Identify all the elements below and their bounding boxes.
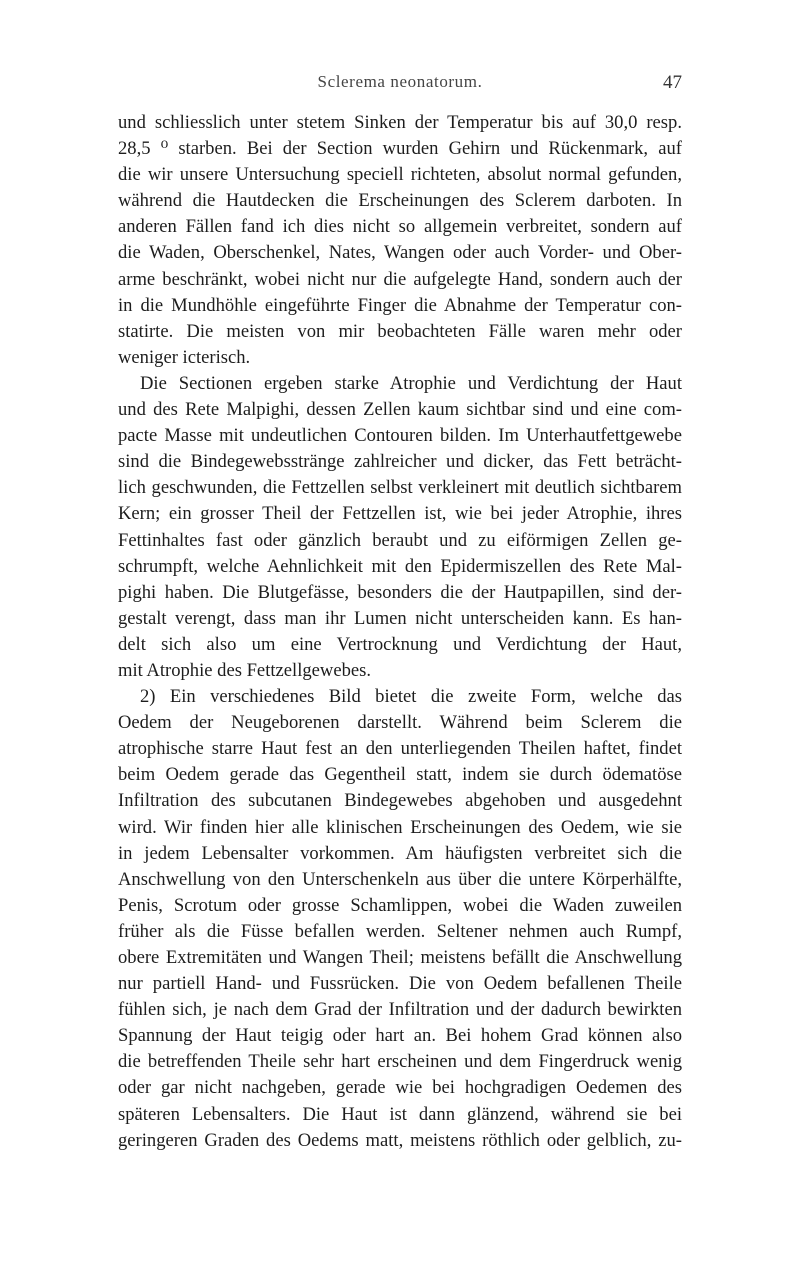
text-line: 28,5 ⁰ starben. Bei der Section wurden Gehirn und Rückenmark, auf <box>118 138 682 160</box>
text-line: und des Rete Malpighi, dessen Zellen kaum sichtbar sind und eine com- <box>118 399 682 421</box>
text-line: wird. Wir finden hier alle klinischen Erscheinungen des Oedem, wie sie <box>118 816 682 838</box>
text-line: früher als die Füsse befallen werden. Seltener nehmen auch Rumpf, <box>118 920 682 942</box>
text-line: und schliesslich unter stetem Sinken der Temperatur bis auf 30,0 resp. <box>118 112 682 133</box>
text-line: fühlen sich, je nach dem Grad der Infiltration und der dadurch bewirkten <box>118 999 682 1021</box>
text-line: geringeren Graden des Oedems matt, meistens röthlich oder gelblich, zu- <box>118 1129 682 1151</box>
text-line: nur partiell Hand- und Fussrücken. Die von Oedem befallenen Theile <box>118 973 682 995</box>
text-line: späteren Lebensalters. Die Haut ist dann glänzend, während sie bei <box>118 1103 682 1125</box>
text-line: beim Oedem gerade das Gegentheil statt, indem sie durch ödematöse <box>118 764 682 786</box>
text-line: pacte Masse mit undeutlichen Contouren bilden. Im Unterhautfettgewebe <box>118 425 682 447</box>
text-line: Penis, Scrotum oder grosse Schamlippen, wobei die Waden zuweilen <box>118 894 682 916</box>
text-line: gestalt verengt, dass man ihr Lumen nicht unterscheiden kann. Es han- <box>118 607 682 629</box>
text-line: obere Extremitäten und Wangen Theil; meistens befällt die Anschwellung <box>118 947 682 968</box>
text-line: pighi haben. Die Blutgefässe, besonders die der Hautpapillen, sind der- <box>118 581 682 603</box>
text-line: weniger icterisch. <box>118 346 251 368</box>
page-number: 47 <box>663 72 682 93</box>
text-line: die wir unsere Untersuchung speciell richteten, absolut normal gefunden, <box>118 164 682 186</box>
text-line: statirte. Die meisten von mir beobachteten Fälle waren mehr oder <box>118 320 682 342</box>
text-line: Die Sectionen ergeben starke Atrophie und Verdichtung der Haut <box>140 372 682 394</box>
text-line: Kern; ein grosser Theil der Fettzellen ist, wie bei jeder Atrophie, ihres <box>118 503 682 525</box>
text-line: sind die Bindegewebsstränge zahlreicher und dicker, das Fett beträcht- <box>118 451 682 473</box>
text-line: während die Hautdecken die Erscheinungen des Sclerem darboten. In <box>118 190 682 212</box>
text-line: Oedem der Neugeborenen darstellt. Während beim Sclerem die <box>118 712 682 734</box>
text-line: delt sich also um eine Vertrocknung und Verdichtung der Haut, <box>118 633 682 655</box>
body-text <box>118 110 682 1154</box>
text-line: Infiltration des subcutanen Bindegewebes abgehoben und ausgedehnt <box>118 790 682 812</box>
text-line: atrophische starre Haut fest an den unterliegenden Theilen haftet, findet <box>118 738 682 760</box>
text-line: die betreffenden Theile sehr hart erscheinen und dem Fingerdruck wenig <box>118 1051 682 1073</box>
text-line: lich geschwunden, die Fettzellen selbst verkleinert mit deutlich sichtbarem <box>118 477 682 499</box>
text-line: anderen Fällen fand ich dies nicht so allgemein verbreitet, sondern auf <box>118 216 682 238</box>
text-line: in jedem Lebensalter vorkommen. Am häufigsten verbreitet sich die <box>118 842 682 864</box>
text-line: arme beschränkt, wobei nicht nur die aufgelegte Hand, sondern auch der <box>118 268 682 290</box>
text-line: 2) Ein verschiedenes Bild bietet die zweite Form, welche das <box>140 686 682 708</box>
text-line: mit Atrophie des Fettzellgewebes. <box>118 659 372 681</box>
text-line: oder gar nicht nachgeben, gerade wie bei hochgradigen Oedemen des <box>118 1077 682 1099</box>
text-line: die Waden, Oberschenkel, Nates, Wangen oder auch Vorder- und Ober- <box>118 242 682 264</box>
text-line: schrumpft, welche Aehnlichkeit mit den Epidermiszellen des Rete Mal- <box>118 555 682 577</box>
text-line: Fettinhaltes fast oder gänzlich beraubt und zu eiförmigen Zellen ge- <box>118 529 682 551</box>
text-line: Anschwellung von den Unterschenkeln aus über die untere Körperhälfte, <box>118 868 682 890</box>
text-line: in die Mundhöhle eingeführte Finger die Abnahme der Temperatur con- <box>118 294 682 316</box>
running-head <box>118 72 682 96</box>
running-title: Sclerema neonatorum. <box>317 72 483 91</box>
text-line: Spannung der Haut teigig oder hart an. Bei hohem Grad können also <box>118 1025 682 1047</box>
